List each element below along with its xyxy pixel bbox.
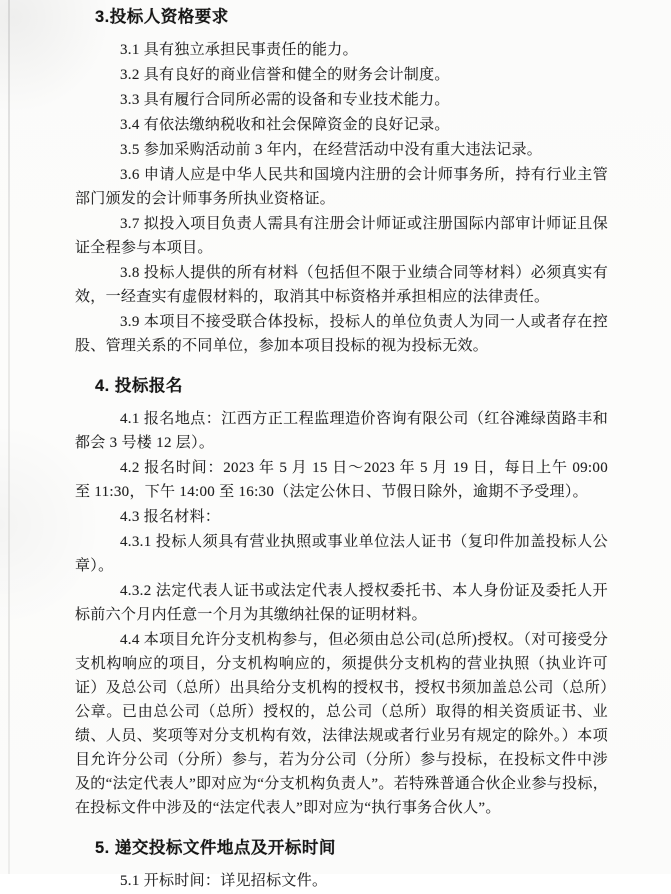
paragraph: 5.1 开标时间：详见招标文件。 (120, 873, 328, 889)
section-submission-and-opening (75, 836, 608, 893)
paragraph: 3.9 本项目不接受联合体投标，投标人的单位负责人为同一人或者存在控股、管理关系的不同单位，参加本项目投标的视为投标无效。 (75, 314, 608, 354)
paragraph: 3.7 拟投入项目负责人需具有注册会计师证或注册国际内部审计师证且保证全程参与本项目。 (75, 216, 608, 256)
paragraph: 3.1 具有独立承担民事责任的能力。 (120, 42, 358, 58)
paragraph: 3.2 具有良好的商业信誉和健全的财务会计制度。 (120, 67, 450, 83)
paragraph: 3.5 参加采购活动前 3 年内，在经营活动中没有重大违法记录。 (120, 142, 543, 158)
document-content (75, 5, 608, 894)
paragraph: 3.3 具有履行合同所必需的设备和专业技术能力。 (120, 92, 450, 108)
section-heading: 3.投标人资格要求 (95, 8, 229, 26)
section-heading: 5. 递交投标文件地点及开标时间 (95, 839, 336, 857)
paragraph: 4.3.2 法定代表人证书或法定代表人授权委托书、本人身份证及委托人开标前六个月内任意一个月为其缴纳社保的证明材料。 (75, 583, 608, 623)
scan-left-edge-line (8, 0, 10, 874)
paragraph: 4.3 报名材料： (120, 509, 221, 525)
paragraph: 3.4 有依法缴纳税收和社会保障资金的良好记录。 (120, 117, 450, 133)
paragraph: 4.4 本项目允许分支机构参与，但必须由总公司(总所)授权。（对可接受分支机构响应的项目，分支机构响应的，须提供分支机构的营业执照（执业许可证）及总公司（总所）出具给分支机构的授权书，授权书须加盖总公司（总所）公章。已由总公司（总所）授权的，总公司（总所）取得的相关资质证书、业绩、人员、奖项等对分支机构有效，法律法规或者行业另有规定的除外。）本项目允许分公司（分所）参与，若为分公司（分所）参与投标，在投标文件中涉及的“法定代表人”即对应为“分支机构负责人”。若特殊普通合伙企业参与投标，在投标文件中涉及的“法定代表人”即对应为“执行事务合伙人”。 (75, 632, 608, 816)
paragraph: 4.2 报名时间：2023 年 5 月 15 日～2023 年 5 月 19 日，每日上午 09:00 至 11:30，下午 14:00 至 16:30（法定公休日、节假日除外，逾期不予受理）。 (75, 460, 608, 500)
paragraph: 4.3.1 投标人须具有营业执照或事业单位法人证书（复印件加盖投标人公章）。 (75, 534, 608, 574)
section-heading: 4. 投标报名 (95, 377, 183, 395)
paragraph: 3.6 申请人应是中华人民共和国境内注册的会计师事务所，持有行业主管部门颁发的会计师事务所执业资格证。 (75, 167, 608, 207)
paragraph: 4.1 报名地点：江西方正工程监理造价咨询有限公司（红谷滩绿茵路丰和都会 3 号楼 12 层）。 (75, 411, 608, 451)
section-bidder-qualifications (75, 5, 608, 358)
section-bid-registration (75, 374, 608, 820)
paragraph: 3.8 投标人提供的所有材料（包括但不限于业绩合同等材料）必须真实有效，一经查实有虚假材料的，取消其中标资格并承担相应的法律责任。 (75, 265, 608, 305)
